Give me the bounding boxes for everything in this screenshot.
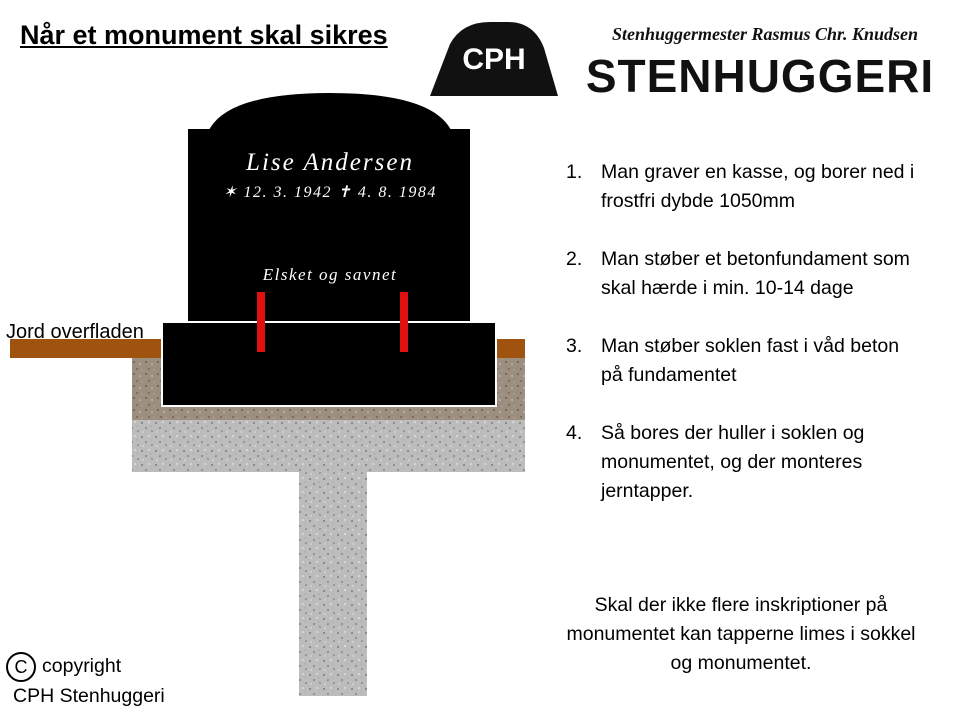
headstone-epitaph: Elsket og savnet [262, 265, 398, 284]
instruction-steps [566, 158, 926, 535]
list-item [566, 419, 926, 506]
logo-badge-text: CPH [462, 43, 526, 76]
headstone-dates: ✶ 12. 3. 1942 ✝ 4. 8. 1984 [223, 184, 437, 201]
copyright-label: copyright [42, 655, 122, 678]
step-text: Man graver en kasse, og borer ned i frostfri dybde 1050mm [601, 161, 915, 212]
iron-pin-left [257, 292, 265, 352]
step-number: 3. [566, 335, 583, 357]
concrete-foundation-slab [132, 419, 525, 472]
ground-surface-label: Jord overfladen [6, 321, 144, 343]
copyright-owner: CPH Stenhuggeri [13, 685, 165, 707]
step-number: 1. [566, 161, 583, 183]
concrete-foundation-post [299, 470, 367, 696]
list-item [566, 245, 926, 303]
step-text: Man støber soklen fast i våd beton på fundamentet [601, 335, 900, 386]
list-item [566, 158, 926, 216]
step-text: Man støber et betonfundament som skal hærde i min. 10-14 dage [601, 248, 910, 299]
pin-glue-note: Skal der ikke flere inskriptioner på monumentet kan tapperne limes i sokkel og monumentet. [566, 594, 916, 674]
headstone-name: Lise Andersen [246, 149, 414, 176]
logo-tagline: Stenhuggermester Rasmus Chr. Knudsen [611, 24, 919, 44]
copyright-notice [6, 652, 165, 710]
copyright-icon: C [6, 652, 36, 682]
logo-name: STENHUGGERI [585, 50, 935, 102]
monument-base [162, 322, 496, 406]
iron-pin-right [400, 292, 408, 352]
page-title: Når et monument skal sikres [20, 20, 388, 50]
step-number: 4. [566, 422, 583, 444]
list-item [566, 332, 926, 390]
step-text: Så bores der huller i soklen og monumentet, og der monteres jerntapper. [601, 422, 865, 502]
step-number: 2. [566, 248, 583, 270]
headstone [187, 92, 471, 322]
